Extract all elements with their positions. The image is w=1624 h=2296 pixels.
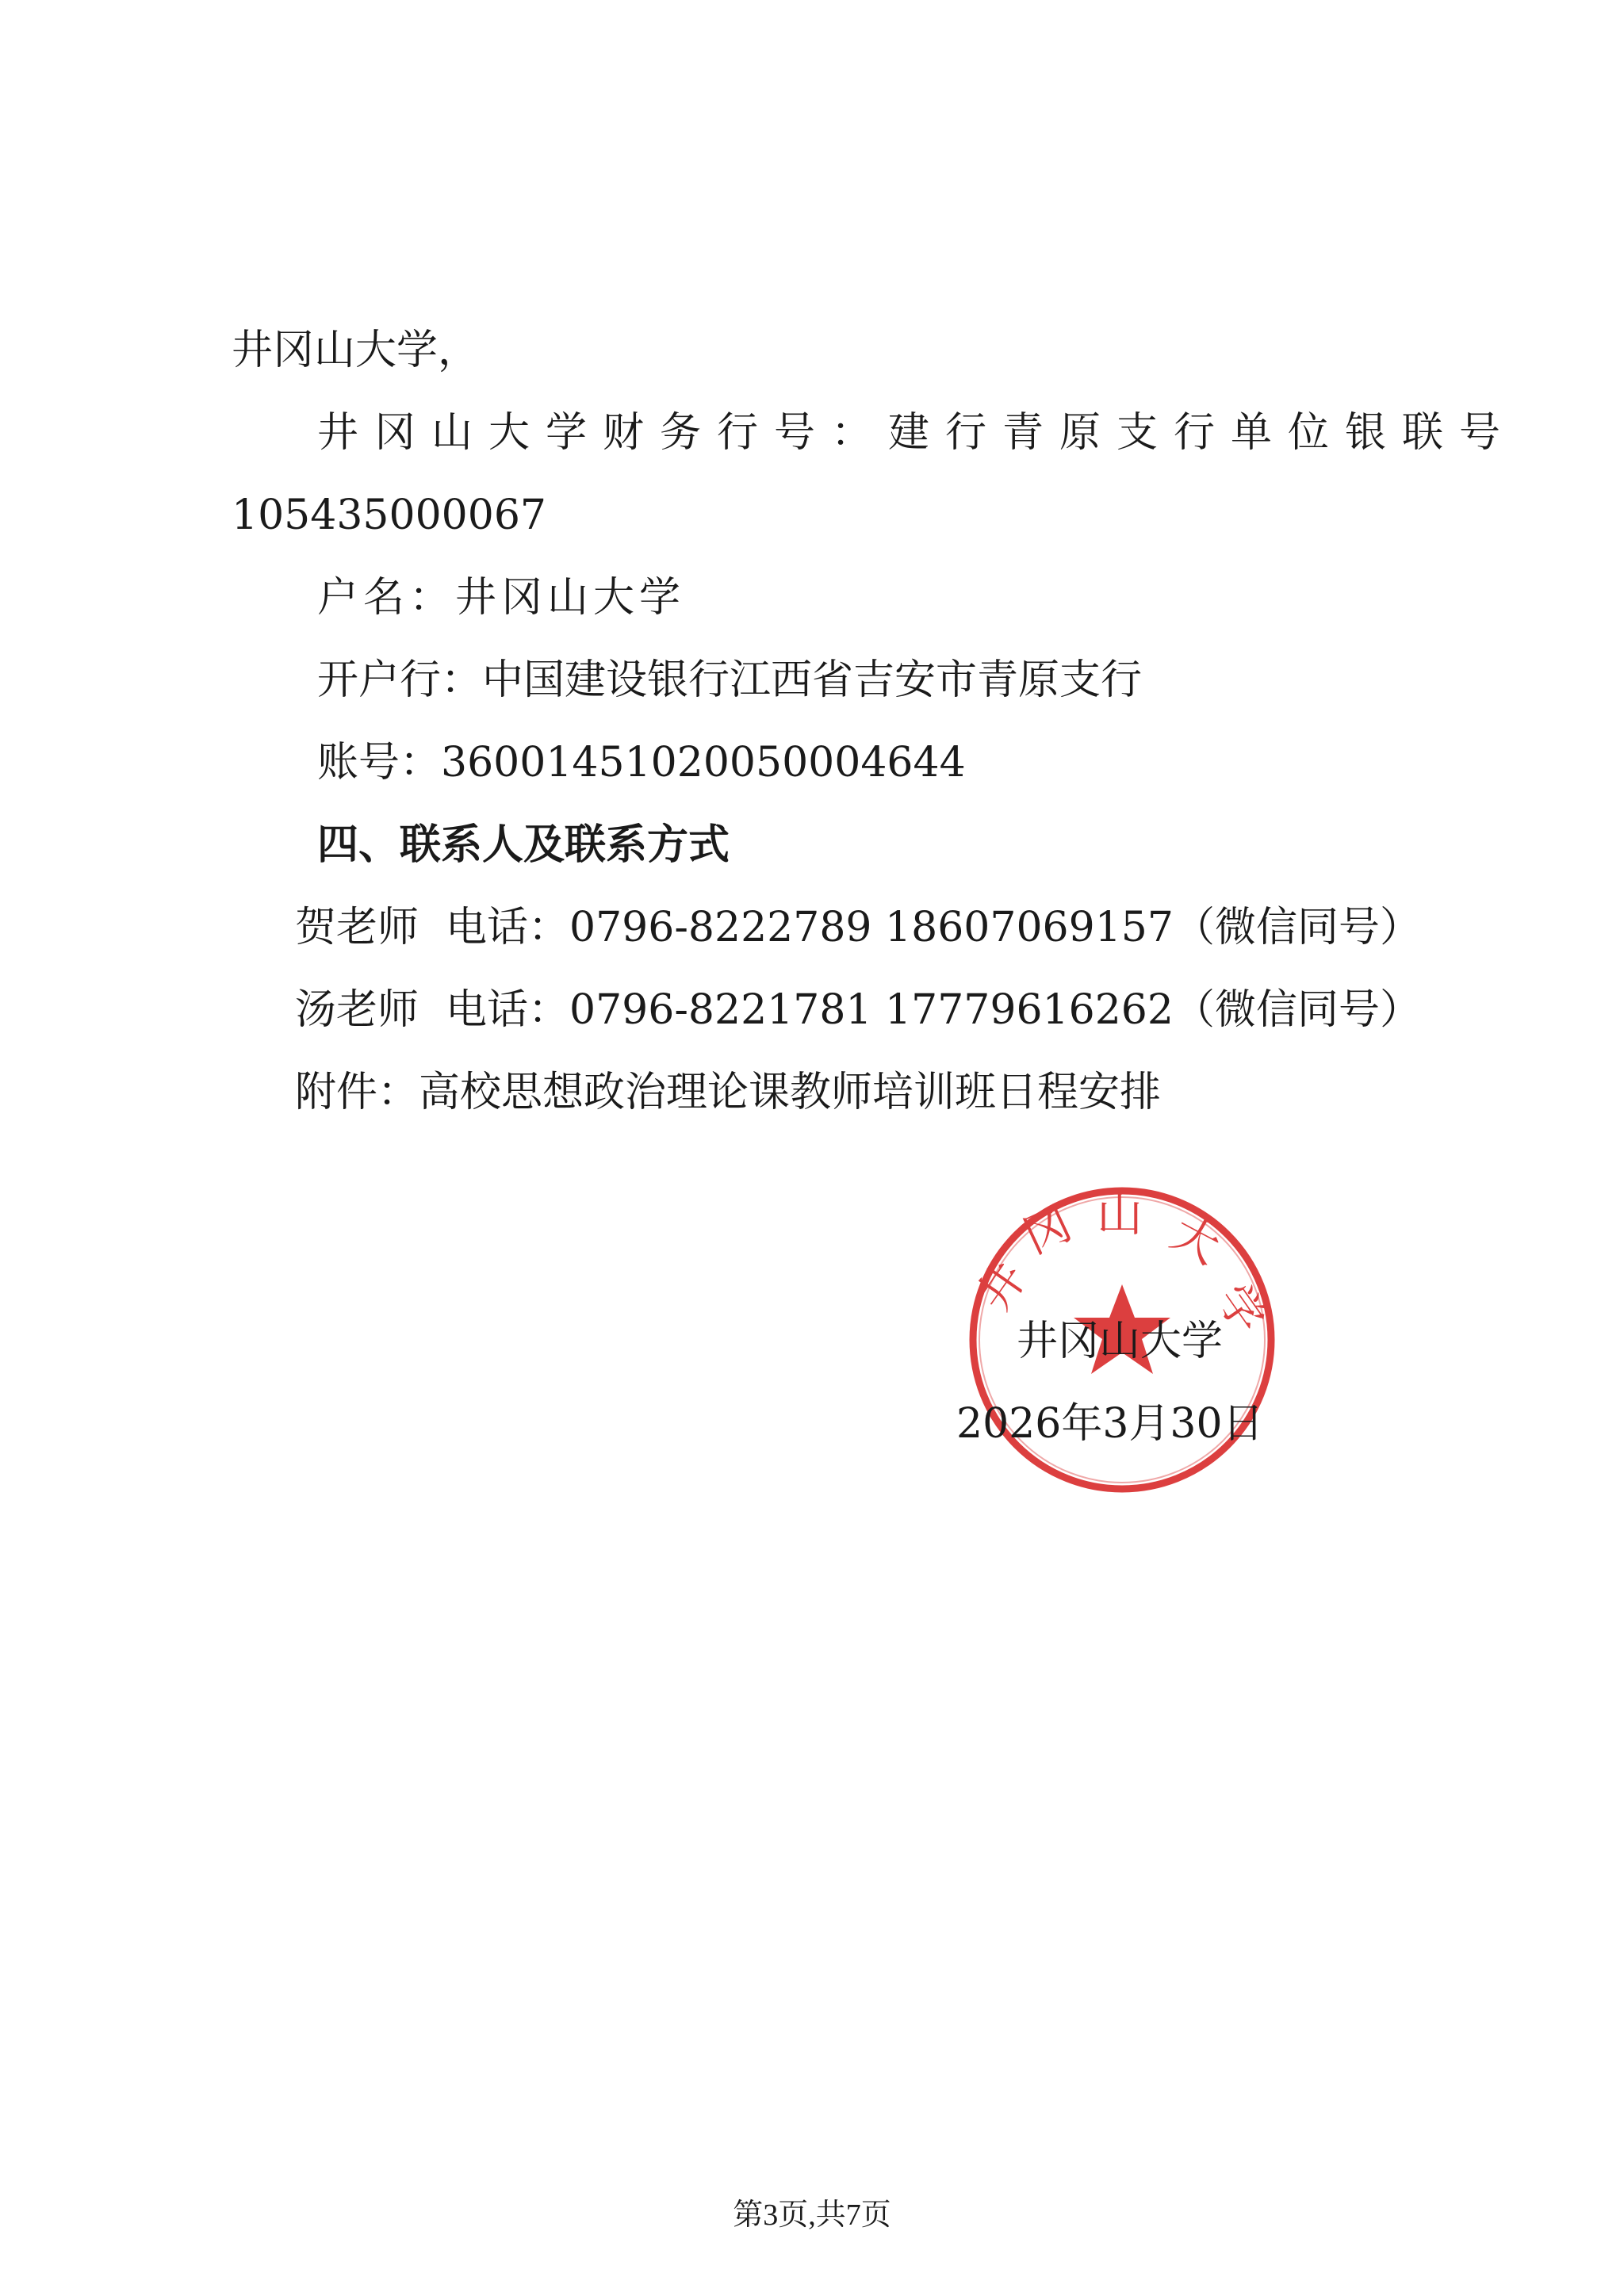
svg-text:井: 井 bbox=[966, 1252, 1037, 1322]
contact-1-phones: 电话：0796-8222789 18607069157（微信同号） bbox=[446, 904, 1421, 951]
contact-line-1 bbox=[295, 902, 1421, 953]
signature-organization: 井冈山大学 bbox=[1017, 1318, 1224, 1365]
svg-text:学: 学 bbox=[1206, 1274, 1277, 1343]
attachment-line: 附件：高校思想政治理论课教师培训班日程安排 bbox=[295, 1069, 1162, 1116]
contact-2-phones: 电话：0796-8221781 17779616262（微信同号） bbox=[446, 986, 1421, 1034]
account-number: 账号：36001451020050004644 bbox=[317, 739, 966, 786]
svg-text:冈: 冈 bbox=[1015, 1196, 1080, 1265]
signature-date: 2026年3月30日 bbox=[956, 1400, 1264, 1448]
contact-2-name: 汤老师 bbox=[295, 986, 419, 1034]
finance-number: 105435000067 bbox=[232, 492, 547, 539]
bank-name: 开户行：中国建设银行江西省吉安市青原支行 bbox=[317, 656, 1143, 704]
greeting-line: 井冈山大学， bbox=[232, 327, 480, 374]
finance-label: 井冈山大学财务行号：建行青原支行单位银联号 bbox=[317, 409, 1517, 457]
svg-text:大: 大 bbox=[1162, 1205, 1229, 1275]
section-heading: 四、联系人及联系方式 bbox=[317, 821, 730, 869]
contact-1-name: 贺老师 bbox=[295, 904, 419, 951]
contact-line-2 bbox=[295, 985, 1421, 1035]
svg-text:山: 山 bbox=[1097, 1188, 1143, 1242]
page-indicator: 第3页,共7页 bbox=[733, 2198, 891, 2232]
account-name: 户名：井冈山大学 bbox=[317, 574, 686, 622]
